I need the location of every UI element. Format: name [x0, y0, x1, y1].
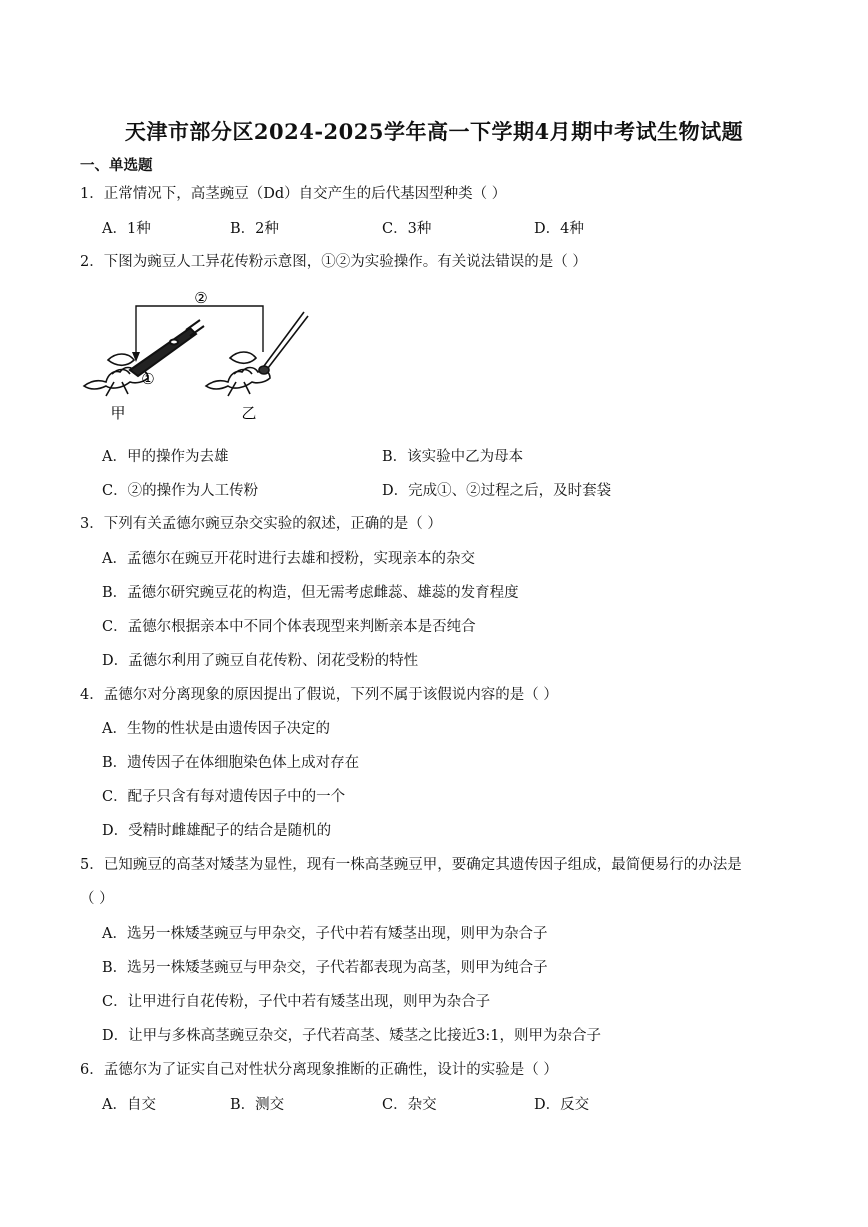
question-4-option-d: D．受精时雌雄配子的结合是随机的 [102, 823, 332, 839]
diagram-label-yi: 乙 [241, 404, 257, 422]
question-6-option-a: A．自交 [102, 1097, 156, 1113]
transfer-arrow-line [136, 306, 263, 358]
question-4-stem: 4．孟德尔对分离现象的原因提出了假说，下列不属于该假说内容的是（ ） [80, 687, 558, 703]
question-3-option-a: A．孟德尔在豌豆开花时进行去雄和授粉，实现亲本的杂交 [102, 551, 475, 567]
question-1-stem: 1．正常情况下，高茎豌豆（Dd）自交产生的后代基因型种类（ ） [80, 186, 507, 202]
tweezers-icon [259, 312, 308, 374]
question-1-option-b: B．2种 [230, 221, 279, 237]
question-3-stem: 3．下列有关孟德尔豌豆杂交实验的叙述，正确的是（ ） [80, 516, 442, 532]
question-3-option-d: D．孟德尔利用了豌豆自花传粉、闭花受粉的特性 [102, 653, 419, 669]
question-5-option-d: D．让甲与多株高茎豌豆杂交，子代若高茎、矮茎之比接近3:1，则甲为杂合子 [102, 1028, 601, 1044]
question-2-option-d: D．完成①、②过程之后，及时套袋 [382, 483, 612, 499]
question-4-option-c: C．配子只含有每对遗传因子中的一个 [102, 789, 346, 805]
question-5-stem-continuation: （ ） [80, 891, 114, 907]
diagram-label-step1: ① [141, 370, 155, 388]
question-5-option-b: B．选另一株矮茎豌豆与甲杂交，子代若都表现为高茎，则甲为纯合子 [102, 960, 548, 976]
question-1-option-a: A．1种 [102, 221, 151, 237]
diagram-label-jia: 甲 [110, 404, 126, 422]
flower-yi-icon [206, 352, 270, 396]
question-4-option-b: B．遗传因子在体细胞染色体上成对存在 [102, 755, 360, 771]
question-5-option-a: A．选另一株矮茎豌豆与甲杂交，子代中若有矮茎出现，则甲为杂合子 [102, 926, 548, 942]
question-2-option-a: A．甲的操作为去雄 [102, 449, 229, 465]
question-6-option-d: D．反交 [534, 1097, 590, 1113]
question-6-stem: 6．孟德尔为了证实自己对性状分离现象推断的正确性，设计的实验是（ ） [80, 1062, 558, 1078]
pollination-diagram-svg [78, 282, 328, 430]
pollination-diagram [78, 282, 328, 430]
question-6-option-c: C．杂交 [382, 1097, 437, 1113]
forceps-icon [130, 320, 204, 376]
question-3-option-b: B．孟德尔研究豌豆花的构造，但无需考虑雌蕊、雄蕊的发育程度 [102, 585, 519, 601]
question-5-stem: 5．已知豌豆的高茎对矮茎为显性，现有一株高茎豌豆甲，要确定其遗传因子组成，最简便易行的办法是 [80, 857, 742, 873]
question-1-option-c: C．3种 [382, 221, 432, 237]
question-1-option-d: D．4种 [534, 221, 584, 237]
question-2-option-b: B．该实验中乙为母本 [382, 449, 524, 465]
diagram-label-step2: ② [194, 289, 208, 307]
section-heading: 一、单选题 [80, 157, 153, 174]
question-5-option-c: C．让甲进行自花传粉，子代中若有矮茎出现，则甲为杂合子 [102, 994, 491, 1010]
question-2-stem: 2．下图为豌豆人工异花传粉示意图，①②为实验操作。有关说法错误的是（ ） [80, 254, 587, 270]
question-4-option-a: A．生物的性状是由遗传因子决定的 [102, 721, 330, 737]
question-6-option-b: B．测交 [230, 1097, 285, 1113]
question-3-option-c: C．孟德尔根据亲本中不同个体表现型来判断亲本是否纯合 [102, 619, 476, 635]
question-2-option-c: C．②的操作为人工传粉 [102, 483, 259, 499]
page-title: 天津市部分区2024-2025学年高一下学期4月期中考试生物试题 [124, 119, 744, 144]
